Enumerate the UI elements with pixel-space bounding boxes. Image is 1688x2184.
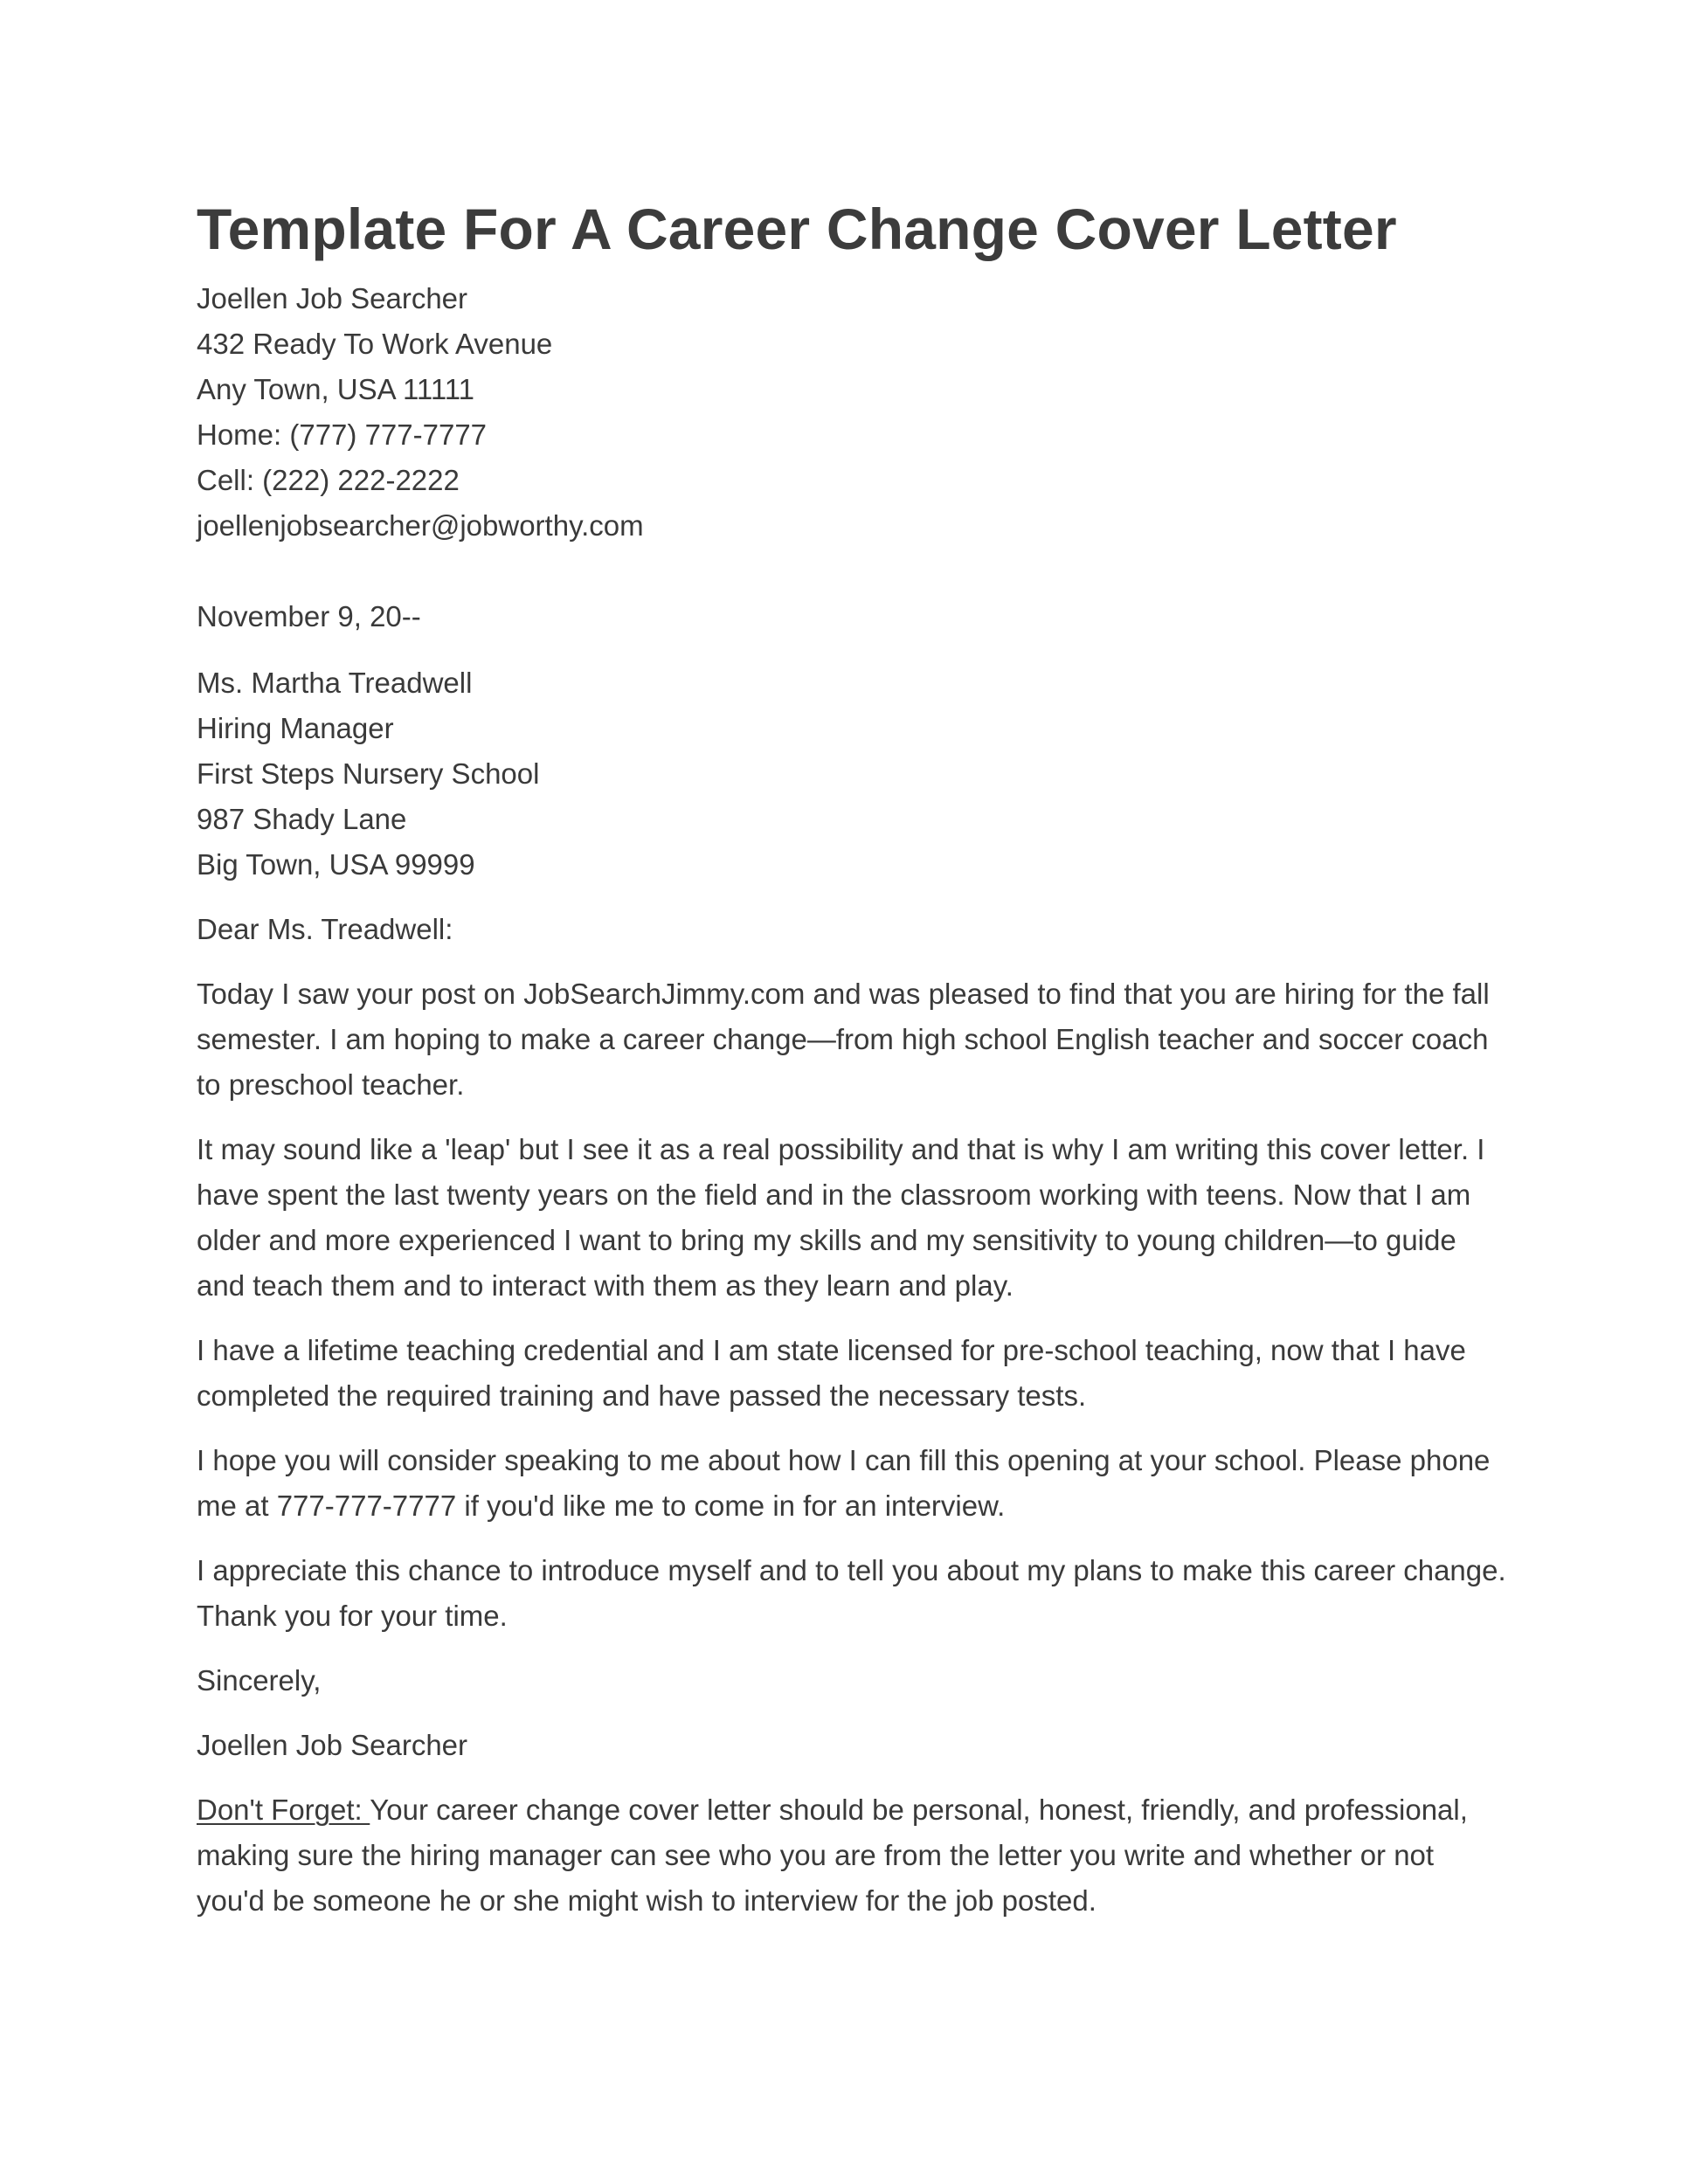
sender-name: Joellen Job Searcher — [197, 282, 468, 314]
body-paragraph-5: I appreciate this chance to introduce myself and to tell you about my plans to make this career change. Thank you for your time. — [197, 1554, 1506, 1632]
signature: Joellen Job Searcher — [197, 1729, 468, 1761]
letter-date: November 9, 20-- — [197, 600, 421, 632]
recipient-city: Big Town, USA 99999 — [197, 848, 475, 881]
recipient-company: First Steps Nursery School — [197, 757, 540, 790]
body-paragraph-1: Today I saw your post on JobSearchJimmy.com and was pleased to find that you are hiring for the fall semester. I am hoping to make a career change—from high school English teacher and soccer coach to preschool teacher. — [197, 978, 1490, 1101]
note-label: Don't Forget: — [197, 1794, 370, 1826]
body-paragraph-3: I have a lifetime teaching credential and I am state licensed for pre-school teaching, now that I have completed the required training and have passed the necessary tests. — [197, 1334, 1466, 1412]
letter-page — [197, 194, 1507, 1943]
recipient-name: Ms. Martha Treadwell — [197, 667, 473, 699]
note-text: Your career change cover letter should be personal, honest, friendly, and professional, making sure the hiring manager can see who you are from the letter you write and whether or not you'd be someone he or she might wish to interview for the job posted. — [197, 1794, 1468, 1917]
body-paragraph-4: I hope you will consider speaking to me about how I can fill this opening at your school. Please phone me at 777-777-7777 if you'd like me to come in for an interview. — [197, 1444, 1491, 1522]
sender-city: Any Town, USA 11111 — [197, 373, 474, 405]
recipient-street: 987 Shady Lane — [197, 803, 407, 835]
sender-block — [197, 276, 1507, 549]
recipient-title: Hiring Manager — [197, 712, 394, 744]
sender-cell-phone: Cell: (222) 222-2222 — [197, 464, 460, 496]
recipient-block — [197, 660, 1507, 888]
greeting: Dear Ms. Treadwell: — [197, 913, 453, 945]
sender-home-phone: Home: (777) 777-7777 — [197, 418, 488, 451]
sender-street: 432 Ready To Work Avenue — [197, 328, 553, 360]
body-paragraph-2: It may sound like a 'leap' but I see it as a real possibility and that is why I am writing this cover letter. I have spent the last twenty years on the field and in the classroom working with teens. Now that I am older and more experienced I want to bring my skills and my sensitivity to young children—to guide and teach them and to interact with them as they learn and play. — [197, 1133, 1485, 1302]
note-paragraph — [197, 1787, 1507, 1924]
closing: Sincerely, — [197, 1664, 322, 1697]
page-title: Template For A Career Change Cover Letter — [197, 197, 1397, 261]
sender-email: joellenjobsearcher@jobworthy.com — [197, 509, 644, 542]
